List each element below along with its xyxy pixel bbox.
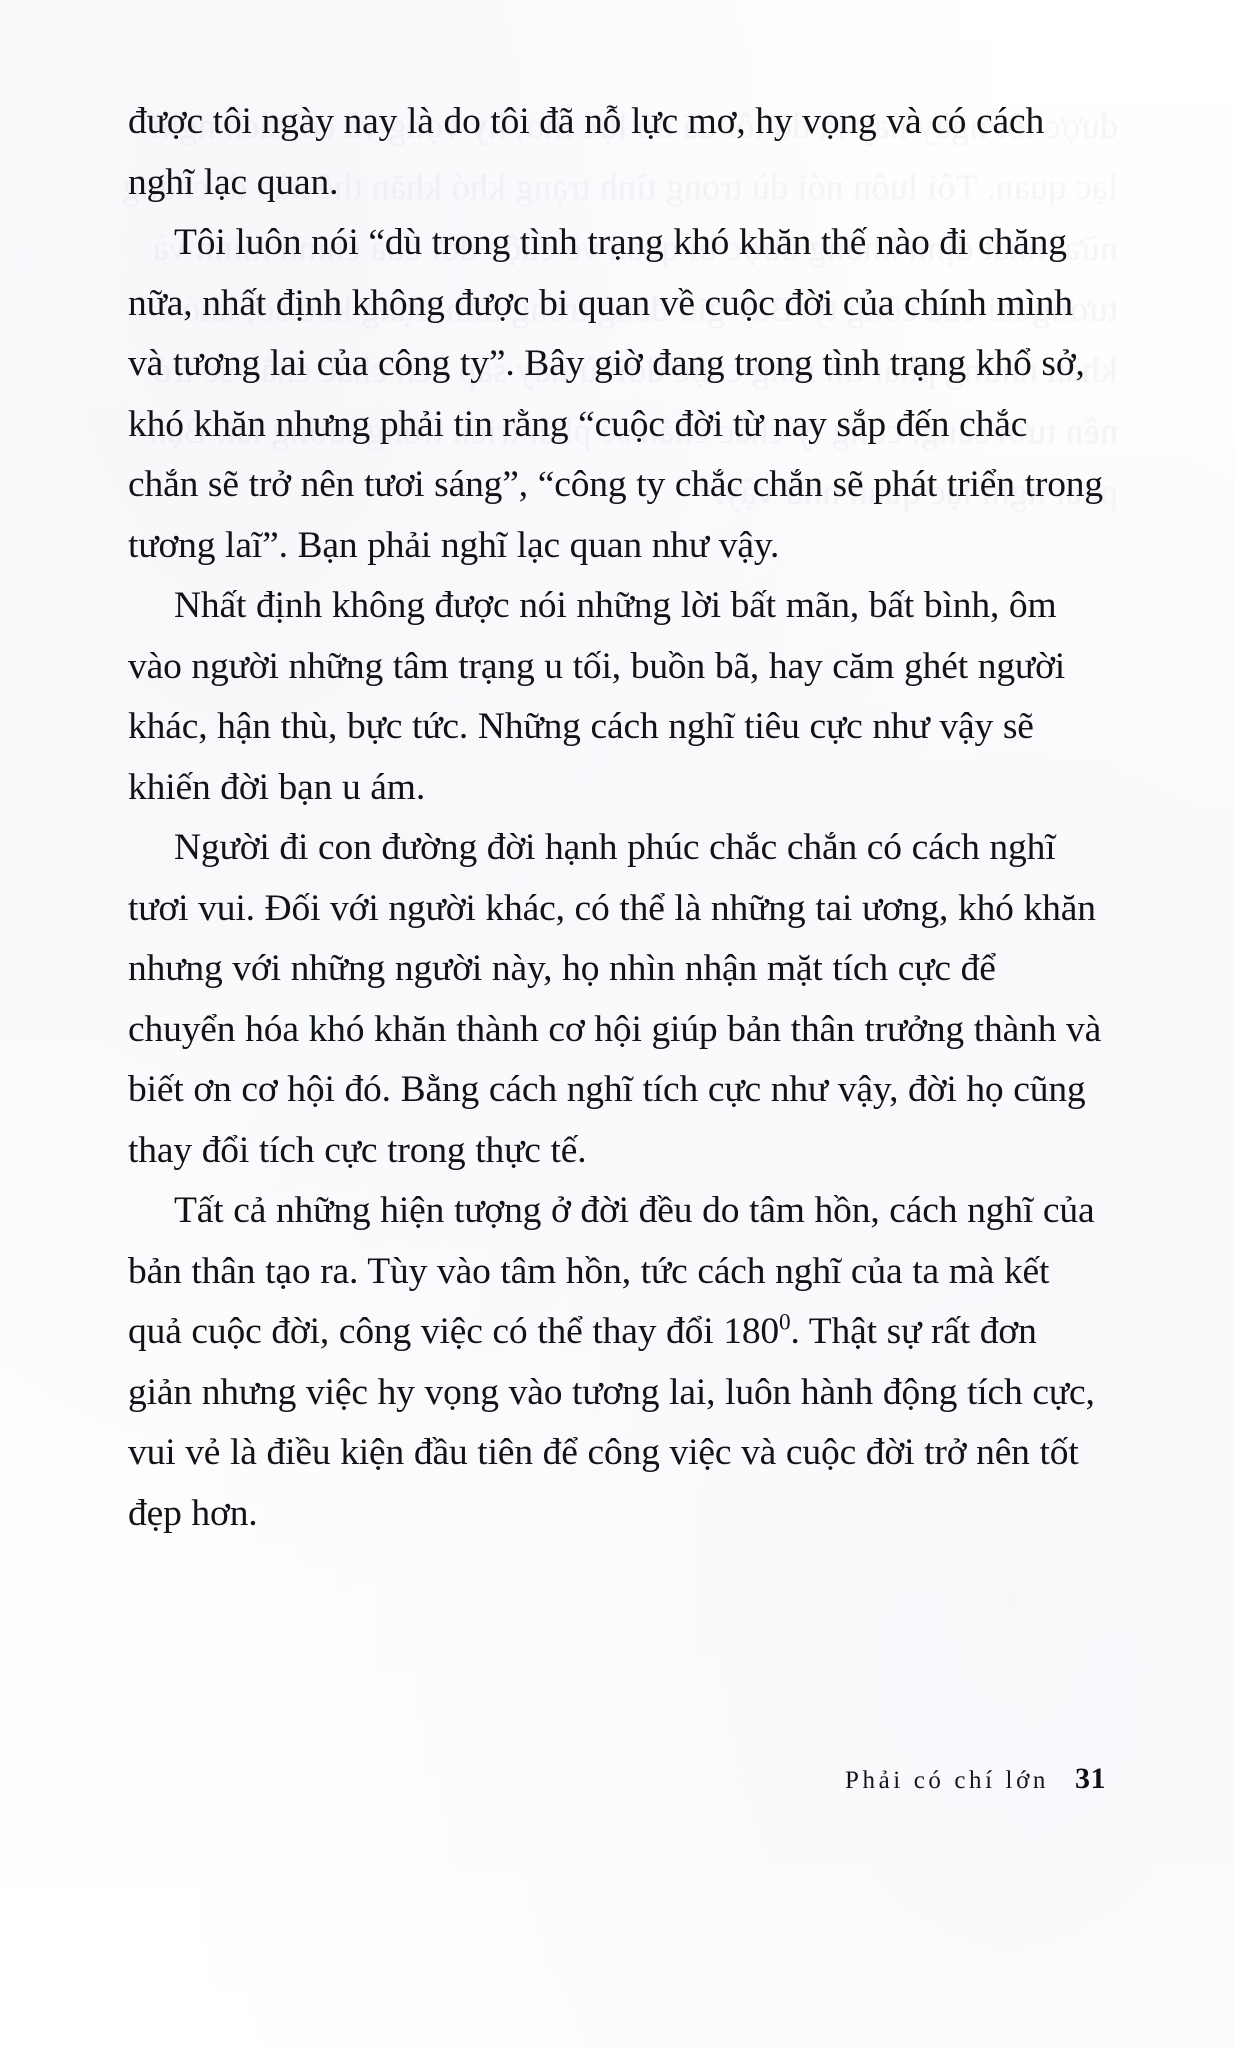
paragraph-tat-ca-part2: . Thật sự rất đơn giản nhưng việc hy vọng vào tương lai, luôn hành động tích cực, vui vẻ là điều kiện đầu tiên để công việc và cuộc đời trở nên tốt đẹp hơn. xyxy=(128,1311,1095,1534)
page-footer xyxy=(128,1762,1106,1796)
degree-superscript: 0 xyxy=(779,1309,791,1336)
paragraph-luon-noi: Tôi luôn nói “dù trong tình trạng khó khăn thế nào đi chăng nữa, nhất định không được bi quan về cuộc đời của chính mình và tương lai của công ty”. Bây giờ đang trong tình trạng khổ sở, khó khăn nhưng phải tin rằng “cuộc đời từ nay sắp đến chắc chắn sẽ trở nên tươi sáng”, “công ty chắc chắn sẽ phát triển trong tương laĩ”. Bạn phải nghĩ lạc quan như vậy. xyxy=(128,222,1103,566)
paragraph-nguoi-di: Người đi con đường đời hạnh phúc chắc chắn có cách nghĩ tươi vui. Đối với người khác, có thể là những tai ương, khó khăn nhưng với những người này, họ nhìn nhận mặt tích cực để chuyển hóa khó khăn thành cơ hội giúp bản thân trưởng thành và biết ơn cơ hội đó. Bằng cách nghĩ tích cực như vậy, đời họ cũng thay đổi tích cực trong thực tế. xyxy=(128,827,1102,1171)
paragraph-tat-ca-part1: Tất cả những hiện tượng ở đời đều do tâm hồn, cách nghĩ của bản thân tạo ra. Tùy vào tâm hồn, tức cách nghĩ của ta mà kết quả cuộc đời, công việc có thể thay đổi 180 xyxy=(128,1190,1095,1352)
paragraph-tat-ca xyxy=(128,1181,1104,1544)
running-title: Phải có chí lớn xyxy=(845,1767,1049,1794)
page-number: 31 xyxy=(1075,1762,1106,1795)
body-text-column xyxy=(128,92,1104,1544)
paragraph-nhat-dinh: Nhất định không được nói những lời bất mãn, bất bình, ôm vào người những tâm trạng u tối, buồn bã, hay căm ghét người khác, hận thù, bực tức. Những cách nghĩ tiêu cực như vậy sẽ khiến đời bạn u ám. xyxy=(128,585,1066,808)
paragraph-continuation: được tôi ngày nay là do tôi đã nỗ lực mơ, hy vọng và có cách nghĩ lạc quan. xyxy=(128,101,1045,203)
